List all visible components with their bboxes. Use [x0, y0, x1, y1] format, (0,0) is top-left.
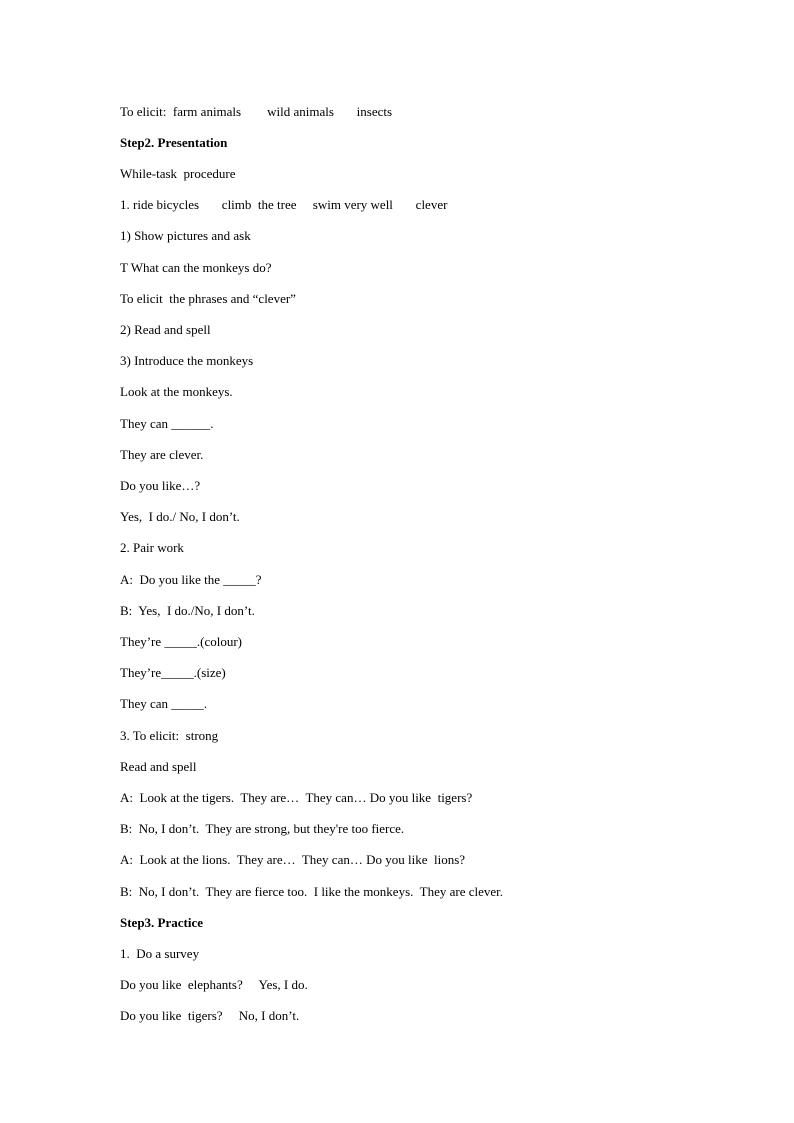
- they-can-blank-line: They can _____.: [120, 696, 208, 711]
- yes-no-line: Yes, I do./ No, I don’t.: [120, 509, 240, 524]
- elicit-strong-line: 3. To elicit: strong: [120, 728, 219, 743]
- elephants-line: Do you like elephants? Yes, I do.: [120, 977, 308, 992]
- phrases-line: 1. ride bicycles climb the tree swim very well clever: [120, 197, 448, 212]
- pair-question-line: A: Do you like the _____?: [120, 572, 262, 587]
- read-spell-line: 2) Read and spell: [120, 322, 211, 337]
- do-you-like-line: Do you like…?: [120, 478, 201, 493]
- tigers-survey-line: Do you like tigers? No, I don’t.: [120, 1008, 300, 1023]
- teacher-question-line: T What can the monkeys do?: [120, 260, 272, 275]
- size-line: They’re_____.(size): [120, 665, 226, 680]
- pair-answer-line: B: Yes, I do./No, I don’t.: [120, 603, 255, 618]
- they-clever-line: They are clever.: [120, 447, 204, 462]
- lions-answer-line: B: No, I don’t. They are fierce too. I like the monkeys. They are clever.: [120, 884, 504, 899]
- elicit-phrases-line: To elicit the phrases and “clever”: [120, 291, 296, 306]
- show-pictures-line: 1) Show pictures and ask: [120, 228, 251, 243]
- colour-line: They’re _____.(colour): [120, 634, 243, 649]
- lions-question-line: A: Look at the lions. They are… They can… Do you like lions?: [120, 852, 466, 867]
- elicit-animals-line: To elicit: farm animals wild animals insects: [120, 104, 393, 119]
- tigers-question-line: A: Look at the tigers. They are… They can… Do you like tigers?: [120, 790, 473, 805]
- they-can-line: They can ______.: [120, 416, 214, 431]
- while-task-line: While-task procedure: [120, 166, 236, 181]
- look-monkeys-line: Look at the monkeys.: [120, 384, 233, 399]
- tigers-answer-line: B: No, I don’t. They are strong, but they're too fierce.: [120, 821, 405, 836]
- step2-heading: Step2. Presentation: [120, 135, 228, 150]
- introduce-monkeys-line: 3) Introduce the monkeys: [120, 353, 254, 368]
- survey-line: 1. Do a survey: [120, 946, 200, 961]
- pair-work-line: 2. Pair work: [120, 540, 184, 555]
- step3-heading: Step3. Practice: [120, 915, 204, 930]
- read-spell-line-2: Read and spell: [120, 759, 197, 774]
